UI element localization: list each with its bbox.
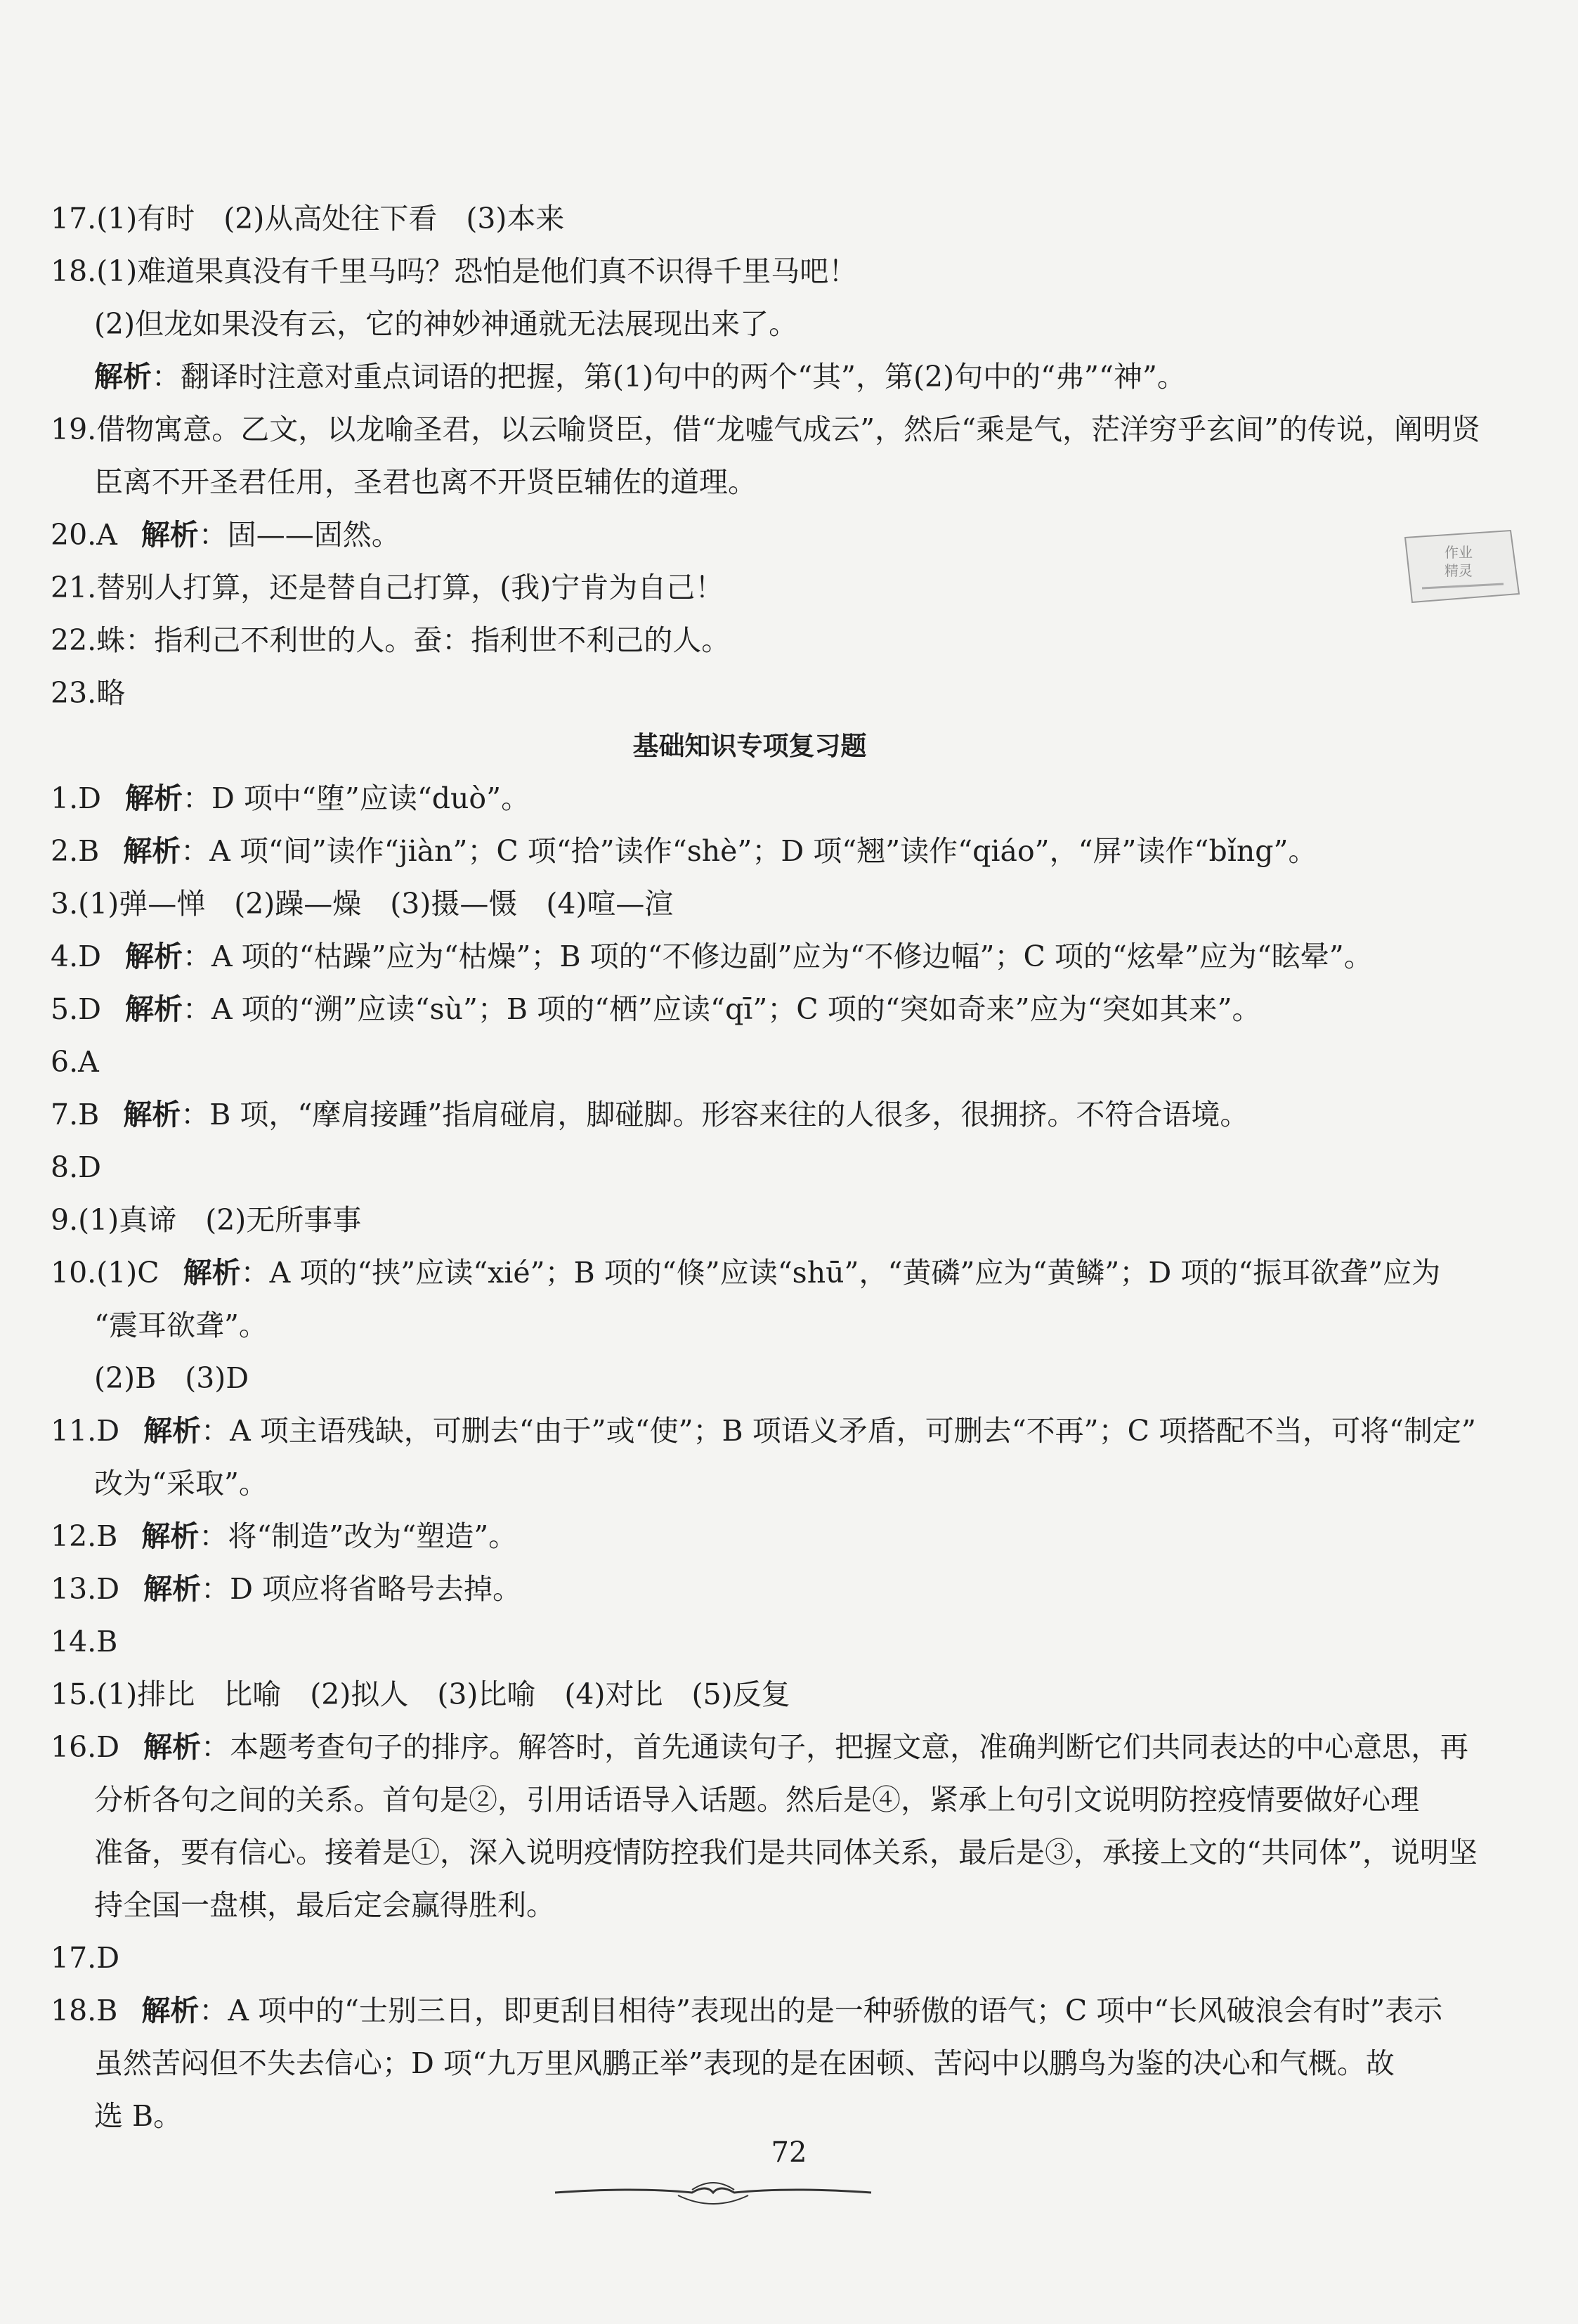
line-text: 选 B。 <box>94 2099 183 2133</box>
line-text: 基础知识专项复习题 <box>632 730 867 761</box>
line-text: 6.A <box>51 1045 99 1079</box>
watermark-stamp-icon <box>1398 524 1525 608</box>
line-text: 3.(1)弹—惮 (2)躁—燥 (3)摄—慑 (4)喧—渲 <box>51 887 674 921</box>
line-text: 准备，要有信心。接着是①，深入说明疫情防控我们是共同体关系，最后是③，承接上文的“共同体”，说明坚 <box>94 1836 1478 1869</box>
line-text: ：翻译时注意对重点词语的把握，第(1)句中的两个“其”，第(2)句中的“弗”“神”。 <box>152 360 1186 394</box>
analysis-label: 解析 <box>143 1730 202 1764</box>
line-text: 23.略 <box>51 676 126 710</box>
line-text: “震耳欲聋”。 <box>94 1309 268 1342</box>
line-text: 18.(1)难道果真没有千里马吗？恐怕是他们真不识得千里马吧！ <box>51 254 858 288</box>
line-text: 改为“采取”。 <box>94 1467 268 1500</box>
answer-line <box>51 1405 1476 1458</box>
analysis-label: 解析 <box>94 360 152 394</box>
answer-line <box>51 1036 1449 1089</box>
answer-line <box>51 509 1449 561</box>
answer-line <box>51 1721 1469 1774</box>
line-text: ：A 项“间”读作“jiàn”；C 项“拾”读作“shè”；D 项“翘”读作“qiáo”，“屏”读作“bǐng”。 <box>181 834 1317 868</box>
analysis-label: 解析 <box>125 992 183 1026</box>
analysis-label: 解析 <box>125 940 183 973</box>
analysis-label: 解析 <box>183 1256 241 1290</box>
answer-line <box>51 1879 1449 1932</box>
answer-line <box>51 1932 1449 1985</box>
line-text: 持全国一盘棋，最后定会赢得胜利。 <box>94 1888 555 1922</box>
answer-line <box>51 930 1449 983</box>
answer-line <box>51 614 1449 667</box>
question-number: 20.A <box>51 518 117 552</box>
line-text: ：D 项应将省略号去掉。 <box>201 1572 521 1606</box>
line-text: 17.(1)有时 (2)从高处往下看 (3)本来 <box>51 202 565 235</box>
analysis-label: 解析 <box>143 1572 202 1606</box>
analysis-label: 解析 <box>123 834 181 868</box>
line-text: 14.B <box>51 1625 118 1658</box>
line-text: ：D 项中“堕”应读“duò”。 <box>183 781 530 815</box>
line-text: ：A 项中的“士别三日，即更刮目相待”表现出的是一种骄傲的语气；C 项中“长风破浪会有时”表示 <box>199 1994 1443 2027</box>
line-text: ：A 项的“溯”应读“sù”；B 项的“栖”应读“qī”；C 项的“突如奇来”应为“突如其来”。 <box>183 992 1261 1026</box>
question-number: 13.D <box>51 1572 120 1606</box>
line-text: 17.D <box>51 1941 120 1975</box>
line-text: 22.蛛：指利己不利世的人。蚕：指利世不利己的人。 <box>51 623 731 657</box>
answer-line <box>51 1141 1449 1194</box>
page-number: 72 <box>771 2136 807 2169</box>
question-number: 4.D <box>51 940 101 973</box>
analysis-label: 解析 <box>141 518 199 552</box>
answer-line <box>51 351 1449 403</box>
line-text: (2)但龙如果没有云，它的神妙神通就无法展现出来了。 <box>94 307 798 341</box>
answer-line <box>51 245 1449 298</box>
line-text: ：B 项，“摩肩接踵”指肩碰肩，脚碰脚。形容来往的人很多，很拥挤。不符合语境。 <box>181 1098 1249 1131</box>
analysis-label: 解析 <box>143 1414 202 1448</box>
question-number: 12.B <box>51 1519 118 1553</box>
answer-line <box>51 1668 1449 1721</box>
line-text: ：将“制造”改为“塑造”。 <box>199 1519 518 1553</box>
question-number: 16.D <box>51 1730 120 1764</box>
answer-line <box>51 1774 1449 1826</box>
line-text: 虽然苦闷但不失去信心；D 项“九万里风鹏正举”表现的是在困顿、苦闷中以鹏鸟为鉴的决心和气概。故 <box>94 2046 1395 2080</box>
answer-line <box>51 825 1449 878</box>
answer-line <box>51 983 1449 1036</box>
analysis-label: 解析 <box>141 1994 200 2027</box>
answer-line <box>51 456 1449 509</box>
stamp-text-1: 作业 <box>1445 544 1473 561</box>
answer-line <box>51 2037 1449 2090</box>
line-text: 15.(1)排比 比喻 (2)拟人 (3)比喻 (4)对比 (5)反复 <box>51 1677 790 1711</box>
stamp-text-2: 精灵 <box>1445 562 1473 579</box>
question-number: 2.B <box>51 834 100 868</box>
answer-line <box>51 1089 1449 1141</box>
answer-line <box>51 2090 1449 2143</box>
line-text: ：A 项主语残缺，可删去“由于”或“使”；B 项语义矛盾，可删去“不再”；C 项搭配不当，可将“制定” <box>201 1414 1476 1448</box>
line-text: ：本题考查句子的排序。解答时，首先通读句子，把握文意，准确判断它们共同表达的中心意思，再 <box>201 1730 1469 1764</box>
line-text: (2)B (3)D <box>94 1361 249 1395</box>
answer-line <box>51 1247 1449 1299</box>
answer-line <box>51 1510 1449 1563</box>
line-text: ：A 项的“挟”应读“xié”；B 项的“倏”应读“shū”，“黄磷”应为“黄鳞”；D 项的“振耳欲聋”应为 <box>240 1256 1441 1290</box>
line-text: 臣离不开圣君任用，圣君也离不开贤臣辅佐的道理。 <box>94 465 757 499</box>
line-text: 分析各句之间的关系。首句是②，引用话语导入话题。然后是④，紧承上句引文说明防控疫情要做好心理 <box>94 1783 1419 1817</box>
section-title <box>51 720 1449 772</box>
question-number: 1.D <box>51 781 101 815</box>
analysis-label: 解析 <box>123 1098 181 1131</box>
line-text: 9.(1)真谛 (2)无所事事 <box>51 1203 362 1237</box>
question-number: 11.D <box>51 1414 120 1448</box>
analysis-label: 解析 <box>125 781 183 815</box>
question-number: 5.D <box>51 992 101 1026</box>
answer-line <box>51 561 1449 614</box>
answer-line <box>51 1299 1449 1352</box>
question-number: 18.B <box>51 1994 118 2027</box>
answer-line <box>51 1616 1449 1668</box>
line-text: 21.替别人打算，还是替自己打算，(我)宁肯为自己！ <box>51 571 724 604</box>
answer-line <box>51 403 1481 456</box>
answer-line <box>51 1352 1449 1405</box>
answer-line <box>51 667 1449 720</box>
ornament-icon <box>552 2172 875 2214</box>
answer-line <box>51 1985 1449 2037</box>
line-text: ：固——固然。 <box>198 518 400 552</box>
line-text: 8.D <box>51 1150 101 1184</box>
answer-line <box>51 1458 1449 1510</box>
answer-line <box>51 1563 1449 1616</box>
answer-line <box>51 878 1449 930</box>
line-text: 19.借物寓意。乙文，以龙喻圣君，以云喻贤臣，借“龙嘘气成云”，然后“乘是气，茫洋穷乎玄间”的传说，阐明贤 <box>51 413 1481 446</box>
answer-line <box>51 1194 1449 1247</box>
answer-line <box>51 298 1449 351</box>
question-number: 7.B <box>51 1098 100 1131</box>
answer-line <box>51 193 1449 245</box>
answer-line <box>51 1826 1478 1879</box>
answer-line <box>51 772 1449 825</box>
line-text: ：A 项的“枯躁”应为“枯燥”；B 项的“不修边副”应为“不修边幅”；C 项的“炫晕”应为“眩晕”。 <box>183 940 1373 973</box>
question-number: 10.(1)C <box>51 1256 159 1290</box>
analysis-label: 解析 <box>141 1519 200 1553</box>
